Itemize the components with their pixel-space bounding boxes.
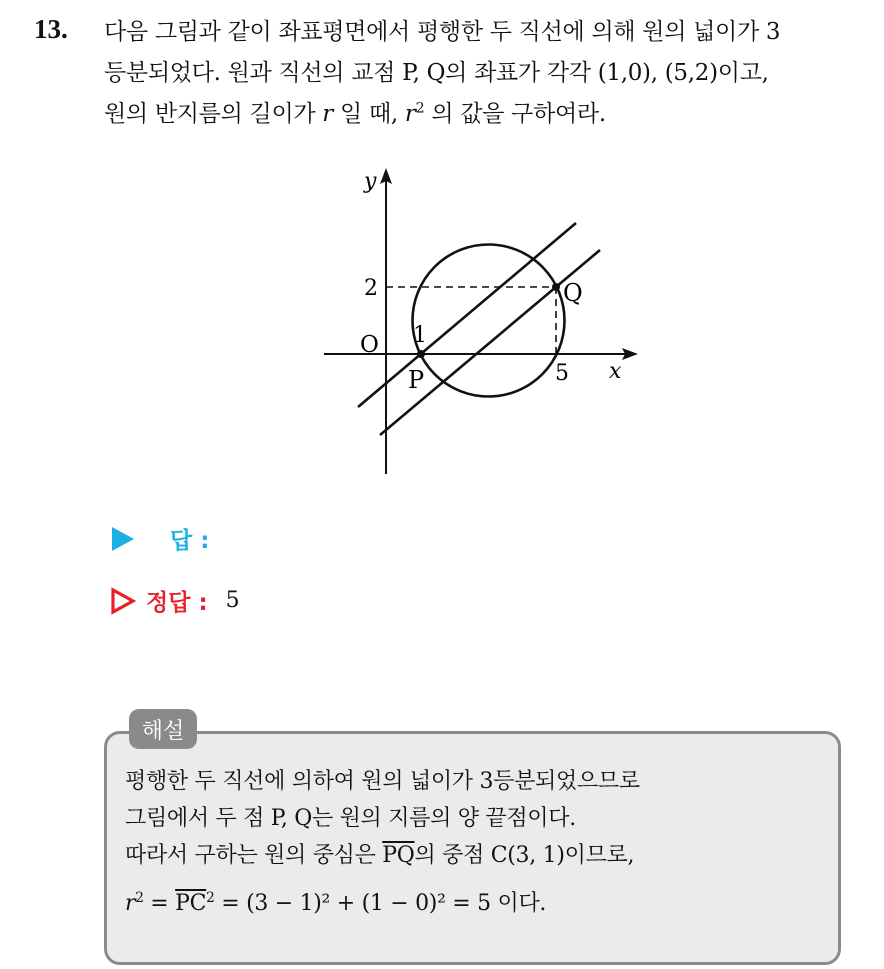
play-triangle-icon xyxy=(110,525,136,553)
point-q-label: Q xyxy=(563,279,583,307)
point-p-dot xyxy=(417,350,425,358)
solution-line-1: 평행한 두 직선에 의하여 원의 넓이가 3등분되었으므로 xyxy=(125,769,640,794)
x-axis-label: x xyxy=(609,359,622,384)
solution-line-2: 그림에서 두 점 P, Q는 원의 지름의 양 끝점이다. xyxy=(125,806,576,831)
solution-line-3: 따라서 구하는 원의 중심은 $\overline{PQ}$의 중점 C(3, 1)이므로, xyxy=(125,843,635,868)
solution-line-4: $r^2 = \overline{PC}^2 = (3 - 1)^2 + (1 - 0)^2 = 5$ 이다. xyxy=(125,889,547,916)
solution-tag: 해설 xyxy=(129,709,197,749)
radius-variable: r xyxy=(322,101,333,127)
outline-triangle-icon xyxy=(110,587,136,615)
question-line-2: 등분되었다. 원과 직선의 교점 P, Q의 좌표가 각각 (1,0), (5,2)이고, xyxy=(104,60,769,86)
y-axis-label: y xyxy=(364,169,377,194)
question-number: 13. xyxy=(34,14,68,44)
answer-row xyxy=(110,522,209,555)
correct-answer-label: 정답 : xyxy=(146,590,208,616)
question-line-3: 원의 반지름의 길이가 r 일 때, $r^2$ 의 값을 구하여라. xyxy=(104,100,606,127)
correct-answer-row xyxy=(110,584,240,617)
point-q-dot xyxy=(552,283,560,291)
question-text xyxy=(104,12,864,135)
tick-label-x5: 5 xyxy=(555,361,569,386)
correct-answer-value: 5 xyxy=(225,588,240,613)
solution-text xyxy=(125,763,825,926)
segment-pq: $\overline{PQ}$ xyxy=(382,843,415,868)
question-line-1: 다음 그림과 같이 좌표평면에서 평행한 두 직선에 의해 원의 넓이가 3 xyxy=(104,19,781,45)
parallel-line-upper xyxy=(358,223,576,407)
tick-label-x1: 1 xyxy=(413,323,427,348)
point-p-label: P xyxy=(408,366,425,394)
answer-label: 답 : xyxy=(170,528,210,554)
tick-label-y2: 2 xyxy=(364,276,378,301)
radius-variable-squared: r xyxy=(404,101,416,127)
coordinate-figure xyxy=(322,164,642,476)
origin-label: O xyxy=(360,332,379,358)
segment-pc: $\overline{PC}$ xyxy=(175,891,207,916)
circle xyxy=(413,245,565,397)
